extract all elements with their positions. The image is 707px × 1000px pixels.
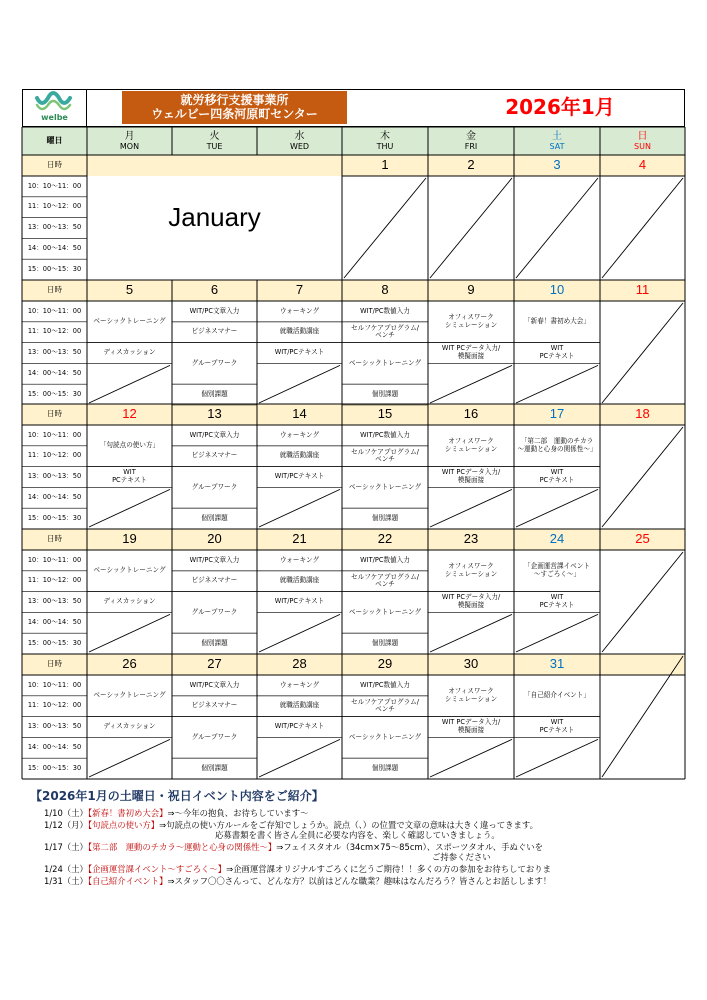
activity-cell: ベーシックトレーニング — [348, 607, 422, 616]
date-number: 4 — [638, 157, 647, 173]
activity-cell: WIT PCデータ入力/ 模擬面接 — [441, 468, 501, 484]
time-slot-label: 13：00～13：50 — [27, 597, 82, 606]
note-event: 【企画運営課イベント～すごろく～】 — [87, 864, 227, 874]
time-slot-label: 10：10～11：00 — [27, 181, 82, 190]
activity-cell: オフィスワーク シミュレーション — [444, 687, 498, 703]
logo-text: welbe — [41, 113, 68, 123]
date-row-label: 日時 — [47, 534, 62, 544]
activity-cell: 個別課題 — [201, 638, 228, 647]
time-slot-label: 10：10～11：00 — [27, 430, 82, 439]
activity-cell: 個別課題 — [371, 513, 399, 522]
date-number: 2 — [467, 157, 475, 173]
date-number: 9 — [467, 282, 475, 298]
activity-cell: WIT PCデータ入力/ 模擬面接 — [441, 593, 501, 609]
weekday-jp: 金 — [466, 130, 476, 142]
date-number: 17 — [549, 406, 565, 422]
date-number: 10 — [549, 282, 565, 298]
note-description: ⇒スタッフ〇〇さんって、どんな方？以前はどんな職業？趣味はなんだろう？皆さんとお話しします！ — [167, 876, 552, 886]
activity-cell: セルフケアプログラム/ ベンチ — [351, 447, 419, 464]
activity-cell: ウォーキング — [279, 680, 320, 689]
activity-cell: 「句読点の使い方」 — [99, 441, 160, 449]
note-event: 【自己紹介イベント】 — [87, 876, 168, 886]
activity-cell: WIT/PCテキスト — [274, 722, 325, 731]
time-slot-label: 11：10～12：00 — [27, 202, 82, 211]
weekday-en: MON — [119, 142, 140, 152]
time-slot-label: 14：00～14：50 — [27, 244, 82, 252]
activity-cell: ビジネスマナー — [191, 327, 238, 336]
activity-cell: 就職活動講座 — [279, 701, 320, 710]
date-number: 31 — [549, 656, 565, 672]
time-slot-label: 14：00～14：50 — [27, 493, 82, 501]
january-label: January — [168, 201, 261, 232]
weekday-jp: 土 — [552, 130, 562, 142]
date-number: 18 — [635, 406, 650, 422]
date-number: 21 — [292, 531, 307, 547]
activity-cell: 「新春！書初め大会」 — [524, 317, 590, 325]
activity-cell: ビジネスマナー — [191, 701, 238, 710]
date-number: 1 — [381, 157, 389, 173]
note-date: 1/31（土） — [44, 876, 88, 886]
date-number: 20 — [207, 531, 222, 547]
note-description: ⇒企画運営課オリジナルすごろくに乞うご期待！！多くの方の参加をお待ちしておりま — [226, 864, 551, 874]
date-row-label: 日時 — [47, 285, 62, 295]
activity-cell: WIT PCデータ入力/ 模擬面接 — [441, 344, 501, 360]
activity-cell: ビジネスマナー — [191, 576, 238, 585]
activity-cell: WIT/PCテキスト — [274, 597, 325, 606]
time-slot-label: 15：00～15：30 — [27, 513, 82, 522]
notes-heading: 【2026年1月の土曜日・祝日イベント内容をご紹介】 — [30, 789, 324, 803]
activity-cell: ビジネスマナー — [191, 451, 238, 460]
center-name-line2: ウェルビー四条河原町センター — [151, 106, 318, 121]
note-event: 【新春！書初め大会】 — [87, 808, 168, 818]
activity-cell: ベーシックトレーニング — [93, 317, 166, 325]
activity-cell: ベーシックトレーニング — [348, 732, 422, 741]
weekday-en: SUN — [634, 142, 651, 152]
note-event: 【句読点の使い方】 — [87, 820, 160, 830]
date-number: 28 — [292, 656, 307, 672]
activity-cell: ウォーキング — [279, 306, 320, 315]
activity-cell: ディスカッション — [103, 597, 156, 606]
activity-cell: WIT/PC数値入力 — [360, 306, 410, 315]
activity-cell: WIT PCテキスト — [539, 593, 575, 609]
weekday-en: TUE — [206, 142, 223, 152]
activity-cell: WIT PCテキスト — [112, 468, 147, 484]
date-row-label: 日時 — [47, 659, 62, 669]
weekday-en: WED — [289, 142, 310, 152]
time-slot-label: 13：00～13：50 — [27, 348, 82, 357]
weekday-jp: 日 — [637, 130, 648, 142]
activity-cell: WIT/PCテキスト — [274, 472, 325, 481]
time-slot-label: 15：00～15：30 — [27, 638, 82, 647]
activity-cell: オフィスワーク シミュレーション — [444, 313, 498, 329]
activity-cell: 個別課題 — [371, 638, 399, 647]
weekday-jp: 火 — [209, 130, 220, 142]
activity-cell: 個別課題 — [371, 389, 399, 398]
date-number: 14 — [292, 406, 307, 422]
date-row-label: 日時 — [47, 409, 62, 419]
date-number: 24 — [549, 531, 565, 547]
center-name-line1: 就労移行支援事業所 — [180, 92, 289, 107]
activity-cell: セルフケアプログラム/ ベンチ — [351, 697, 419, 714]
date-number: 12 — [122, 406, 137, 422]
activity-cell: 個別課題 — [201, 513, 228, 522]
activity-cell: 就職活動講座 — [279, 576, 320, 585]
time-slot-label: 11：10～12：00 — [27, 576, 82, 585]
time-slot-label: 11：10～12：00 — [27, 451, 82, 460]
activity-cell: グループワーク — [191, 732, 238, 741]
activity-cell: セルフケアプログラム/ ベンチ — [351, 572, 419, 589]
note-description-cont: ご持参ください — [432, 852, 491, 862]
activity-cell: ベーシックトレーニング — [348, 482, 422, 491]
date-number: 30 — [463, 656, 479, 672]
activity-cell: ウォーキング — [279, 430, 320, 439]
date-number: 3 — [553, 157, 561, 173]
activity-cell: ベーシックトレーニング — [93, 566, 166, 574]
time-slot-label: 15：00～15：30 — [27, 389, 82, 398]
date-number: 6 — [210, 282, 219, 298]
activity-cell: WIT PCテキスト — [539, 718, 575, 734]
activity-cell: 「自己紹介イベント」 — [524, 691, 590, 699]
date-number: 8 — [381, 282, 389, 298]
activity-cell: WIT/PC数値入力 — [360, 680, 410, 689]
date-number: 19 — [122, 531, 137, 547]
note-event: 【第二部 運動のチカラ～運動と心身の関係性～】 — [87, 842, 277, 852]
time-slot-label: 15：00～15：30 — [27, 763, 82, 772]
time-slot-label: 10：10～11：00 — [27, 680, 82, 689]
weekday-jp: 月 — [124, 130, 135, 142]
activity-cell: ウォーキング — [279, 555, 320, 564]
activity-cell: WIT/PC文章入力 — [189, 306, 240, 315]
activity-cell: オフィスワーク シミュレーション — [444, 562, 498, 578]
time-slot-label: 14：00～14：50 — [27, 743, 82, 751]
date-number: 25 — [635, 531, 650, 547]
date-number: 5 — [125, 282, 134, 298]
activity-cell: 個別課題 — [201, 763, 228, 772]
time-slot-label: 15：00～15：30 — [27, 264, 82, 273]
date-number: 15 — [377, 406, 393, 422]
note-description-cont: 応募書類を書く皆さん全員に必要な内容を、楽しく確認していきましょう。 — [215, 830, 500, 840]
time-slot-label: 10：10～11：00 — [27, 555, 82, 564]
time-slot-label: 11：10～12：00 — [27, 327, 82, 336]
note-description: ⇒～今年の抱負、お待ちしています～ — [167, 808, 309, 818]
date-number: 16 — [463, 406, 479, 422]
date-number: 23 — [463, 531, 479, 547]
activity-cell: 就職活動講座 — [279, 451, 320, 460]
activity-cell: 個別課題 — [371, 763, 399, 772]
date-row-label: 日時 — [47, 160, 62, 170]
date-number: 13 — [207, 406, 222, 422]
weekday-en: THU — [376, 142, 394, 152]
activity-cell: WIT PCデータ入力/ 模擬面接 — [441, 718, 501, 734]
note-description: ⇒句読点の使い方ルールをご存知でしょうか。読点（、）の位置で文章の意味は大きく違ってきます。 — [159, 820, 538, 830]
activity-cell: セルフケアプログラム/ ベンチ — [351, 323, 419, 340]
time-slot-label: 13：00～13：50 — [27, 223, 82, 232]
note-date: 1/12（月） — [44, 820, 88, 830]
activity-cell: ディスカッション — [103, 348, 156, 357]
date-number: 11 — [635, 282, 650, 298]
note-date: 1/24（土） — [44, 864, 88, 874]
weekday-en: SAT — [549, 142, 565, 152]
activity-cell: オフィスワーク シミュレーション — [444, 437, 498, 453]
note-item — [44, 808, 309, 819]
activity-cell: グループワーク — [191, 482, 238, 491]
activity-cell: ディスカッション — [103, 722, 156, 731]
note-date: 1/17（土） — [44, 842, 88, 852]
date-number: 26 — [122, 656, 137, 672]
date-number: 29 — [377, 656, 393, 672]
time-slot-label: 14：00～14：50 — [27, 618, 82, 626]
activity-cell: WIT/PCテキスト — [274, 348, 325, 357]
time-slot-label: 13：00～13：50 — [27, 472, 82, 481]
note-date: 1/10（土） — [44, 808, 88, 818]
activity-cell: WIT/PC文章入力 — [189, 680, 240, 689]
activity-cell: グループワーク — [191, 358, 238, 367]
weekday-jp: 水 — [294, 130, 305, 142]
date-number: 22 — [377, 531, 393, 547]
date-number: 7 — [295, 282, 304, 298]
time-slot-label: 11：10～12：00 — [27, 701, 82, 710]
weekday-en: FRI — [464, 142, 478, 152]
activity-cell: WIT PCテキスト — [539, 468, 575, 484]
time-slot-label: 10：10～11：00 — [27, 306, 82, 315]
activity-cell: WIT/PC文章入力 — [189, 555, 240, 564]
activity-cell: 「企画運営課イベント ～すごろく～」 — [524, 562, 590, 578]
activity-cell: ベーシックトレーニング — [348, 358, 422, 367]
activity-cell: 就職活動講座 — [279, 327, 320, 336]
activity-cell: WIT/PC数値入力 — [360, 555, 410, 564]
activity-cell: グループワーク — [191, 607, 238, 616]
weekday-header-label: 曜日 — [46, 136, 63, 146]
activity-cell: WIT/PC文章入力 — [189, 430, 240, 439]
time-slot-label: 13：00～13：50 — [27, 722, 82, 731]
time-slot-label: 14：00～14：50 — [27, 369, 82, 377]
activity-cell: ベーシックトレーニング — [93, 691, 166, 699]
note-description: ⇒フェイスタオル（34cm×75～85cm）、スポーツタオル、手ぬぐいを — [276, 842, 543, 852]
note-item — [44, 864, 551, 875]
activity-cell: WIT PCテキスト — [539, 344, 575, 360]
activity-cell: WIT/PC数値入力 — [360, 430, 410, 439]
date-number: 27 — [207, 656, 222, 672]
weekday-jp: 木 — [380, 130, 390, 142]
note-item — [44, 876, 551, 887]
activity-cell: 個別課題 — [201, 389, 228, 398]
month-title: 2026年1月 — [505, 94, 615, 119]
activity-cell: 「第二部 運動のチカラ ～運動と心身の関係性～」 — [517, 437, 597, 453]
